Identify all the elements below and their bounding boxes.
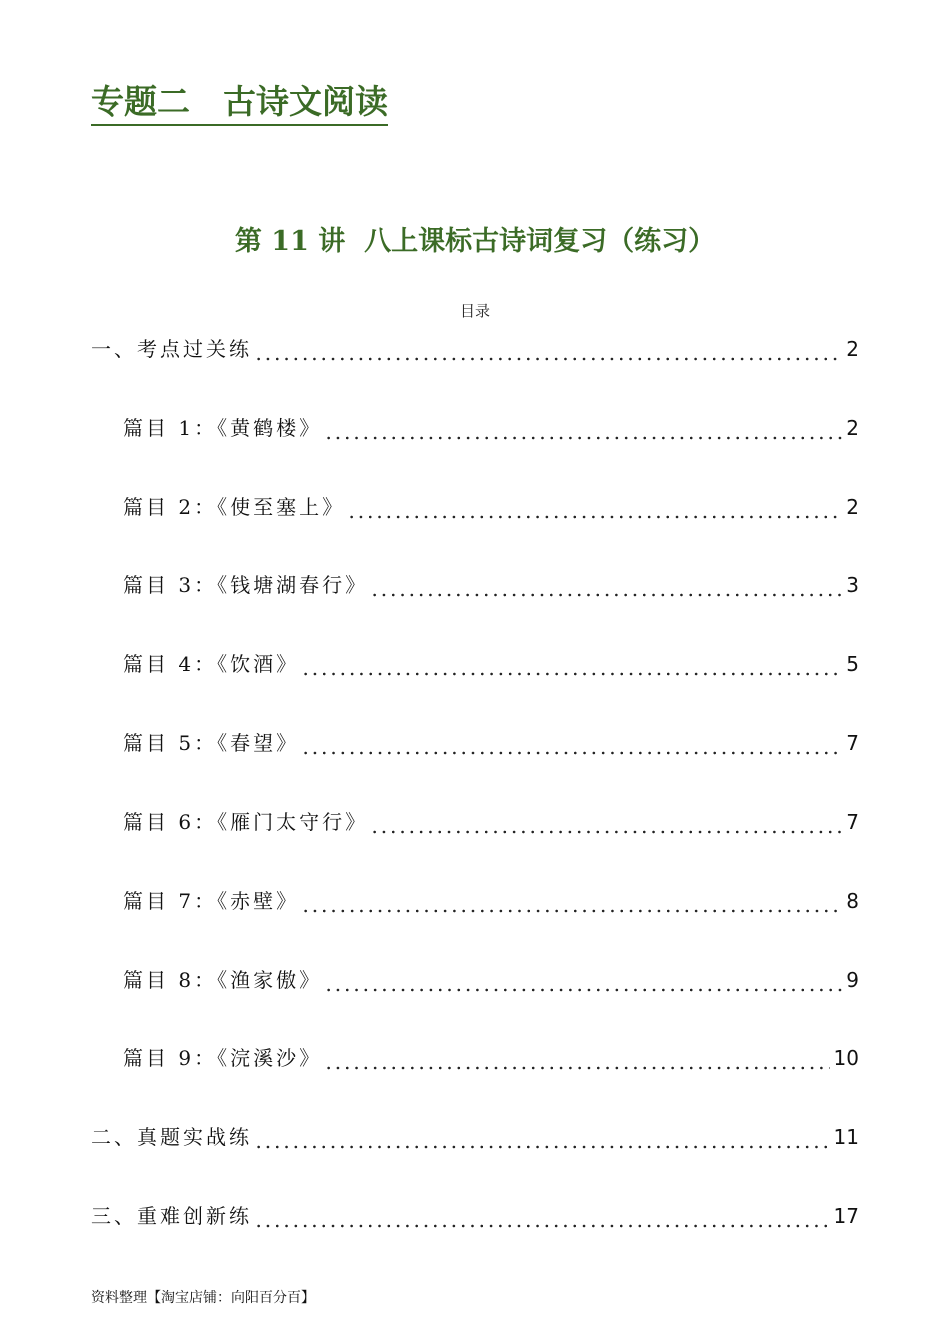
toc-entry-article-6[interactable] (123, 806, 859, 838)
toc-entry-page: 7 (846, 810, 859, 834)
toc-heading: 目录 (459, 302, 490, 320)
footer-source-note: 资料整理【淘宝店铺：向阳百分百】 (91, 1290, 315, 1306)
toc-entry-page: 3 (846, 573, 859, 597)
toc-entry-article-8[interactable] (123, 964, 859, 996)
toc-entry-label: 篇目 3：《钱塘湖春行》 (123, 573, 369, 597)
toc-entry-label: 篇目 2：《使至塞上》 (123, 495, 346, 519)
toc-entry-label: 篇目 8：《渔家傲》 (123, 968, 323, 992)
toc-dot-leader (254, 1200, 830, 1232)
toc-entry-page: 7 (846, 731, 859, 755)
toc-entry-article-7[interactable] (123, 885, 859, 917)
toc-entry-label: 二、真题实战练 (91, 1125, 252, 1149)
toc-entry-label: 篇目 9：《浣溪沙》 (123, 1046, 323, 1070)
toc-entry-label: 篇目 7：《赤壁》 (123, 889, 300, 913)
toc-entry-article-9[interactable] (123, 1042, 859, 1074)
toc-entry-page: 2 (846, 495, 859, 519)
toc-dot-leader (301, 885, 842, 917)
toc-entry-label: 一、考点过关练 (91, 337, 252, 361)
toc-entry-section-1[interactable] (91, 333, 859, 365)
toc-dot-leader (324, 412, 842, 444)
toc-entry-page: 2 (846, 416, 859, 440)
toc-dot-leader (324, 1042, 829, 1074)
topic-title: 专题二 古诗文阅读 (91, 80, 388, 126)
toc-entry-article-3[interactable] (123, 569, 859, 601)
toc-dot-leader (324, 964, 842, 996)
toc-entry-article-2[interactable] (123, 491, 859, 523)
toc-entry-label: 篇目 1：《黄鹤楼》 (123, 416, 323, 440)
toc-entry-label: 篇目 6：《雁门太守行》 (123, 810, 369, 834)
toc-entry-article-5[interactable] (123, 727, 859, 759)
toc-dot-leader (370, 569, 842, 601)
toc-entry-label: 篇目 4：《饮酒》 (123, 652, 300, 676)
lecture-title: 第 11 讲 八上课标古诗词复习（练习） (234, 226, 716, 257)
toc-dot-leader (254, 1121, 830, 1153)
toc-entry-section-2[interactable] (91, 1121, 859, 1153)
toc-entry-article-1[interactable] (123, 412, 859, 444)
toc-dot-leader (347, 491, 842, 523)
toc-dot-leader (370, 806, 842, 838)
toc-entry-page: 5 (846, 652, 859, 676)
toc-dot-leader (301, 648, 842, 680)
toc-entry-page: 2 (846, 337, 859, 361)
toc-entry-page: 8 (846, 889, 859, 913)
toc-entry-label: 三、重难创新练 (91, 1204, 252, 1228)
toc-entry-article-4[interactable] (123, 648, 859, 680)
toc-entry-page: 9 (846, 968, 859, 992)
toc-entry-section-3[interactable] (91, 1200, 859, 1232)
toc-entry-page: 17 (833, 1204, 859, 1228)
toc-entry-label: 篇目 5：《春望》 (123, 731, 300, 755)
toc-dot-leader (254, 333, 842, 365)
toc-dot-leader (301, 727, 842, 759)
toc-entry-page: 11 (833, 1125, 859, 1149)
toc-entry-page: 10 (833, 1046, 859, 1070)
